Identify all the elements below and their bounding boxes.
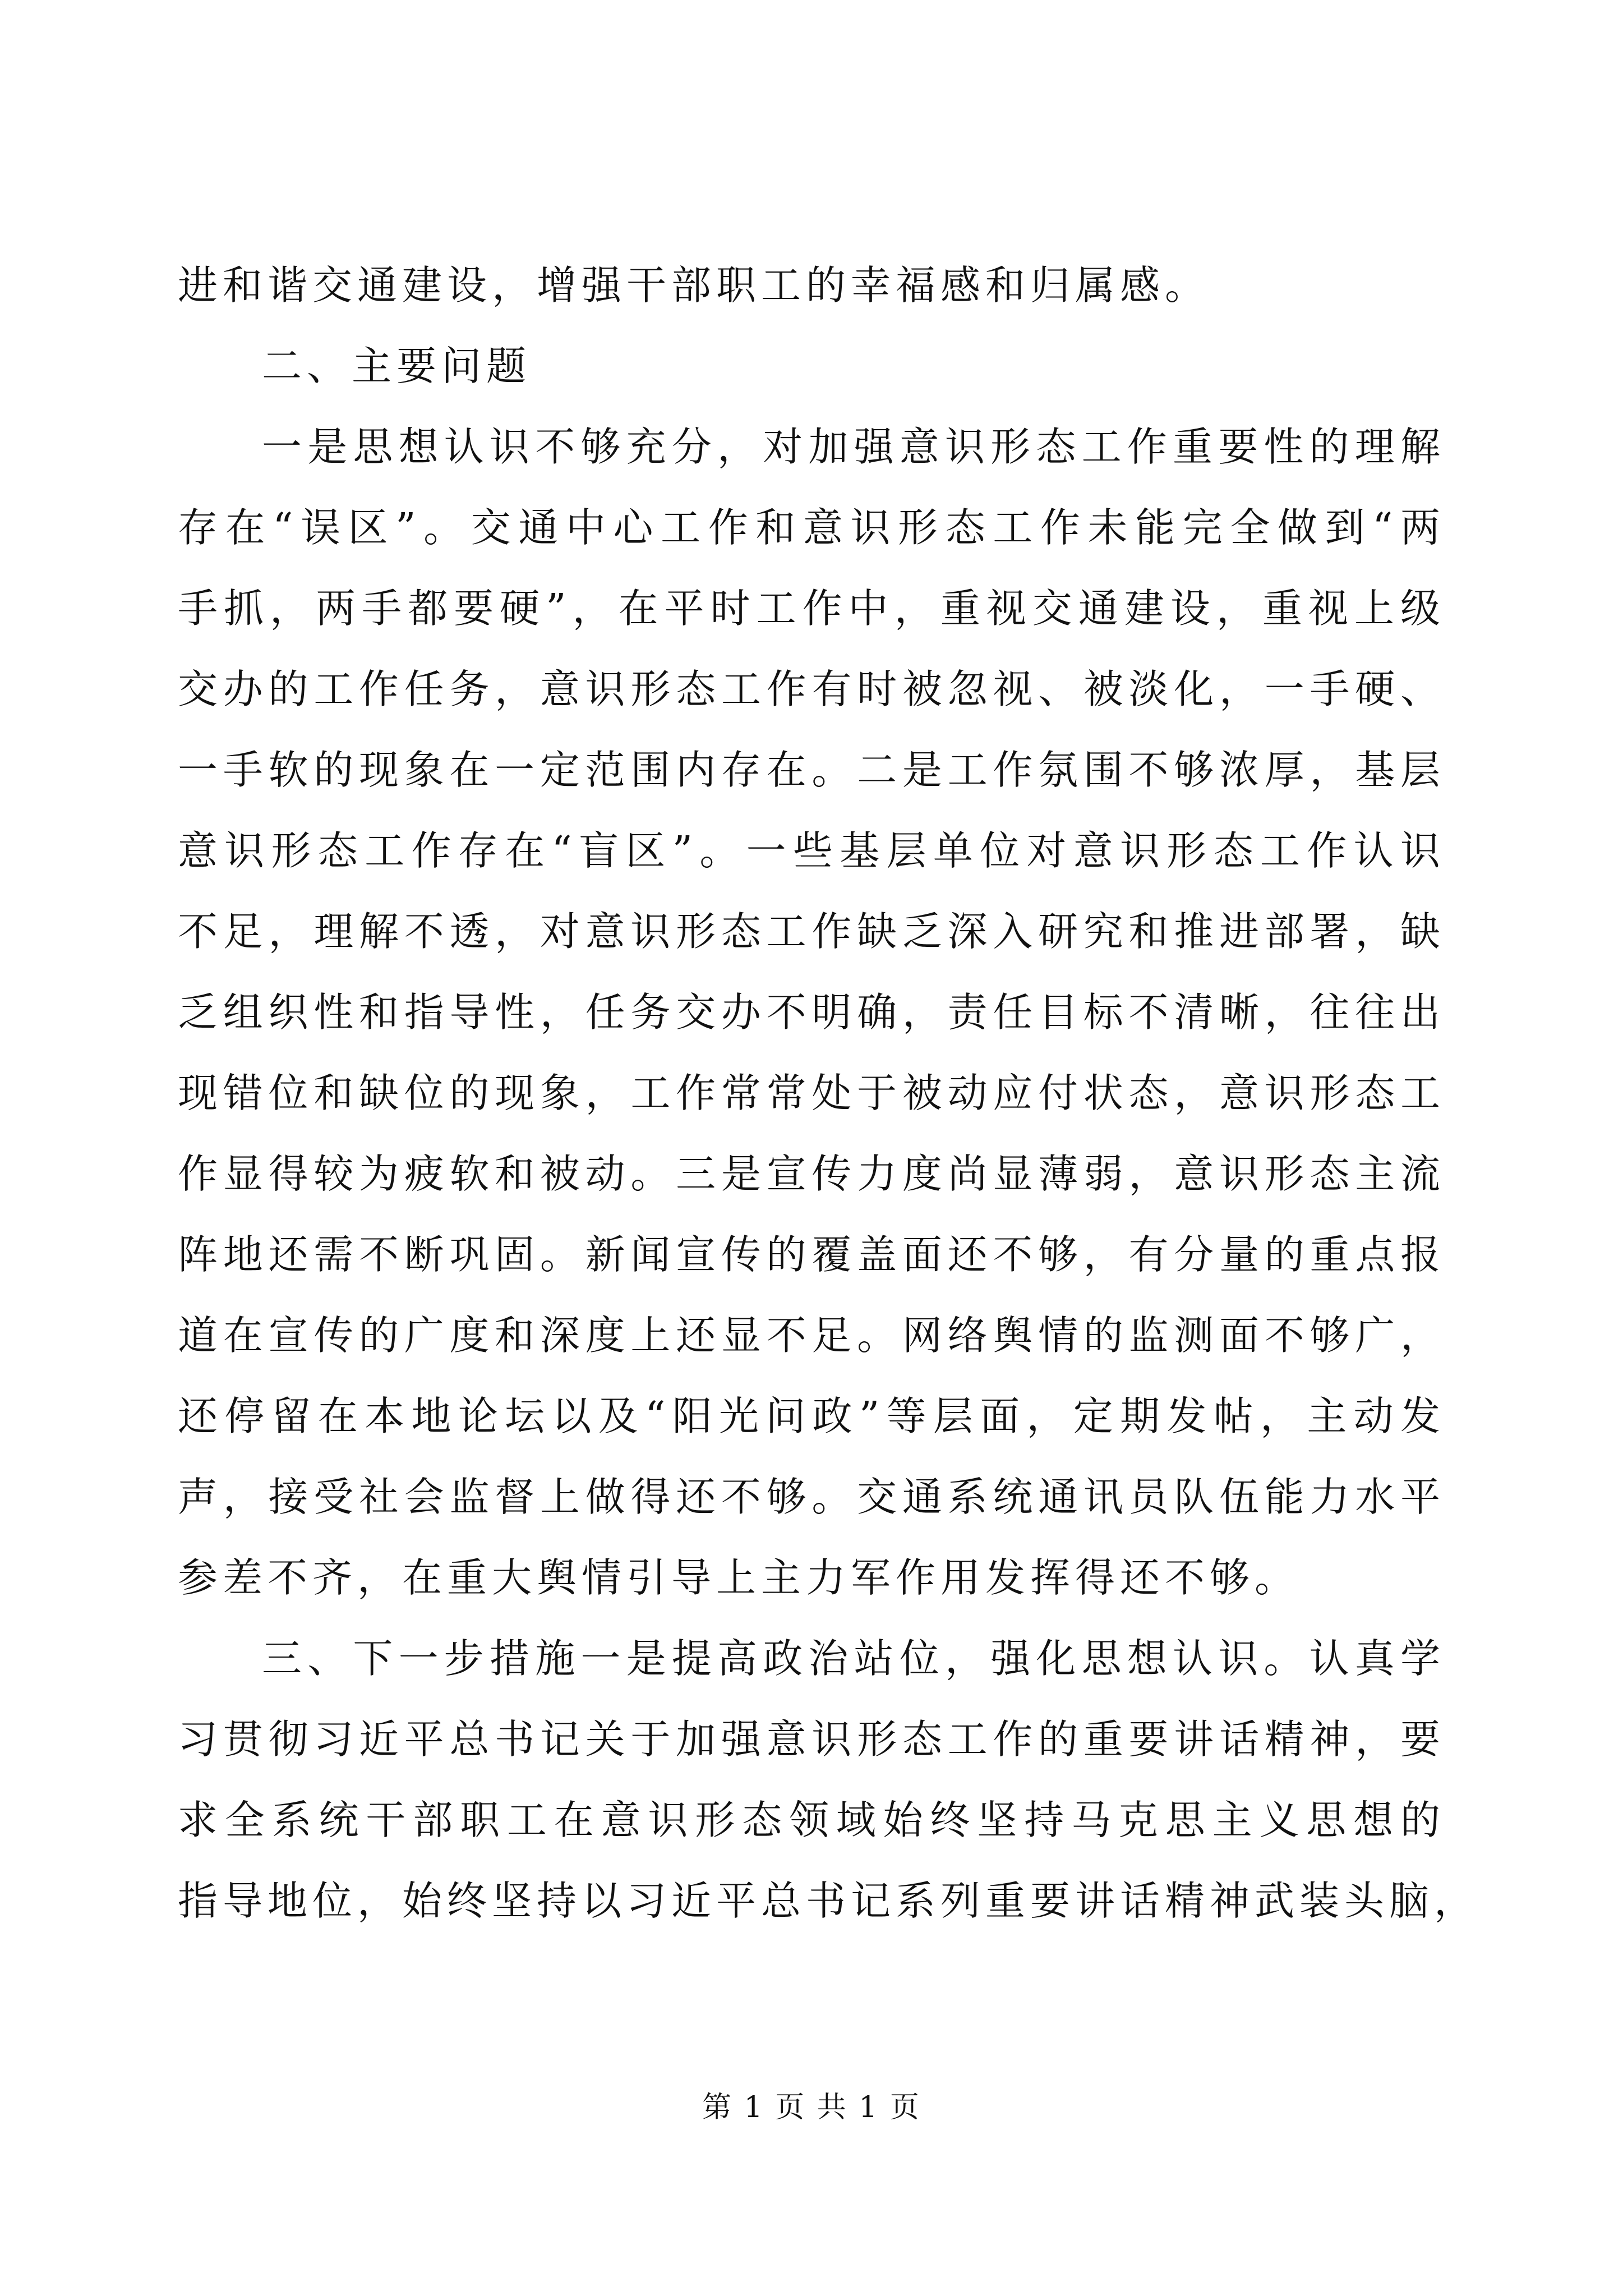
text-line: 习贯彻习近平总书记关于加强意识形态工作的重要讲话精神，要 [178, 1716, 1445, 1763]
text-line: 不足，理解不透，对意识形态工作缺乏深入研究和推进部署，缺 [178, 908, 1445, 955]
text-line: 进和谐交通建设，增强干部职工的幸福感和归属感。 [178, 262, 1210, 309]
text-line: 意识形态工作存在“盲区”。一些基层单位对意识形态工作认识 [178, 827, 1445, 874]
text-line: 参差不齐，在重大舆情引导上主力军作用发挥得还不够。 [178, 1554, 1300, 1601]
text-line: 求全系统干部职工在意识形态领域始终坚持马克思主义思想的 [178, 1797, 1445, 1843]
text-line: 一是思想认识不够充分，对加强意识形态工作重要性的理解 [262, 424, 1445, 470]
section-heading-next-steps: 三、下一步措施一是提高政治站位，强化思想认识。认真学 [262, 1635, 1445, 1682]
text-line: 交办的工作任务，意识形态工作有时被忽视、被淡化，一手硬、 [178, 666, 1445, 712]
document-body [178, 245, 1479, 1941]
text-line: 还停留在本地论坛以及“阳光问政”等层面，定期发帖，主动发 [178, 1393, 1445, 1439]
text-line: 声，接受社会监督上做得还不够。交通系统通讯员队伍能力水平 [178, 1474, 1445, 1520]
text-line: 一手软的现象在一定范围内存在。二是工作氛围不够浓厚，基层 [178, 747, 1445, 793]
text-line: 手抓，两手都要硬”，在平时工作中，重视交通建设，重视上级 [178, 585, 1445, 632]
text-line: 道在宣传的广度和深度上还显不足。网络舆情的监测面不够广， [178, 1312, 1445, 1359]
text-line: 阵地还需不断巩固。新闻宣传的覆盖面还不够，有分量的重点报 [178, 1231, 1445, 1278]
text-line: 作显得较为疲软和被动。三是宣传力度尚显薄弱，意识形态主流 [178, 1151, 1445, 1197]
text-line: 乏组织性和指导性，任务交办不明确，责任目标不清晰，往往出 [178, 989, 1445, 1036]
text-line: 现错位和缺位的现象，工作常常处于被动应付状态，意识形态工 [178, 1070, 1445, 1116]
text-line: 指导地位，始终坚持以习近平总书记系列重要讲话精神武装头脑， [178, 1878, 1479, 1924]
page-number-footer: 第 1 页 共 1 页 [702, 2091, 921, 2124]
section-heading-main-problems: 二、主要问题 [262, 343, 532, 389]
text-line: 存在“误区”。交通中心工作和意识形态工作未能完全做到“两 [178, 504, 1445, 551]
